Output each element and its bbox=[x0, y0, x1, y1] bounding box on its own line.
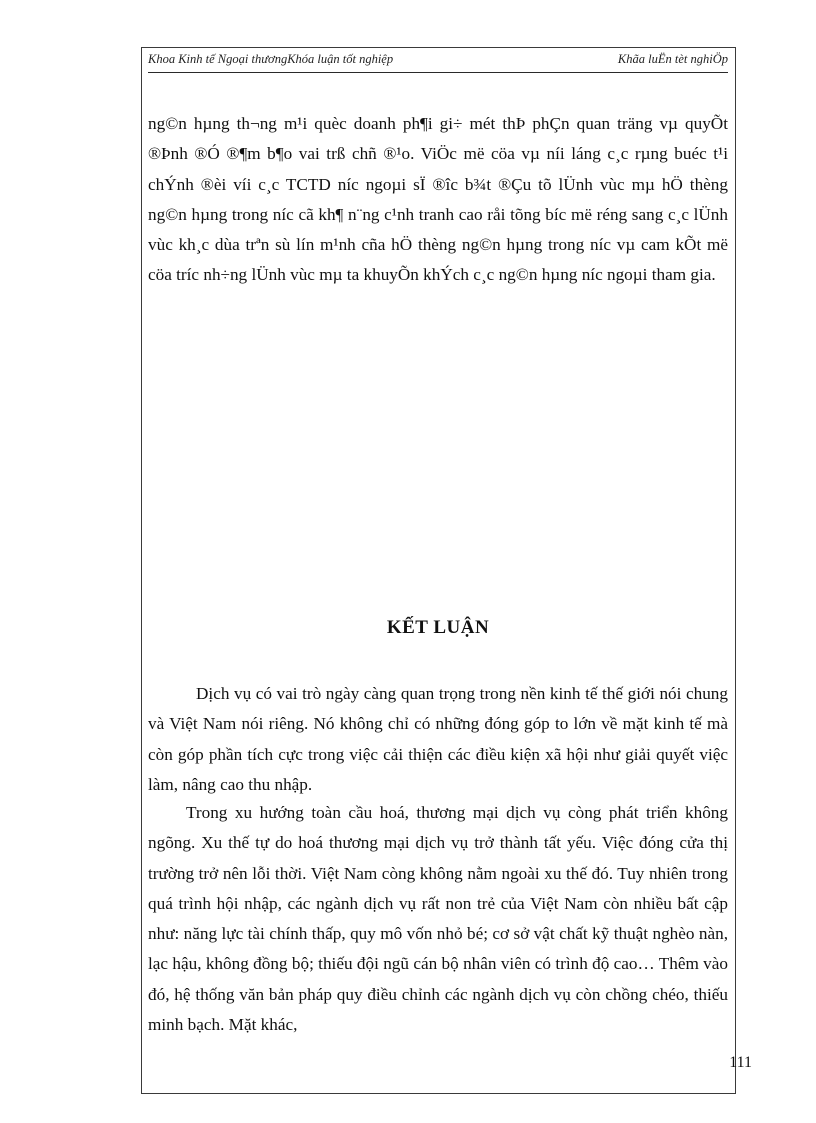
page-number: 111 bbox=[729, 1054, 752, 1071]
page-header bbox=[148, 52, 728, 70]
header-left-text: Khoa Kinh tế Ngoại thươngKhóa luận tốt nghiệp bbox=[148, 52, 394, 66]
header-right-text: Khãa luËn tèt nghiÖp bbox=[617, 52, 728, 66]
body-paragraph-2: Trong xu hướng toàn cầu hoá, thương mại dịch vụ còng phát triển không ngõng. Xu thế tự do hoá thương mại dịch vụ trở thành tất yếu. Việc đóng cửa thị trường trở nên lỗi thời. Việt Nam còng không nằm ngoài xu thế đó. Tuy nhiên trong quá trình hội nhập, các ngành dịch vụ rất non trẻ của Việt Nam còn nhiều bất cập như: năng lực tài chính thấp, quy mô vốn nhỏ bé; cơ sở vật chất kỹ thuật nghèo nàn, lạc hậu, không đồng bộ; thiếu đội ngũ cán bộ nhân viên có trình độ cao… Thêm vào đó, hệ thống văn bản pháp quy điều chỉnh các ngành dịch vụ còn chồng chéo, thiếu minh bạch. Mặt khác, bbox=[148, 803, 728, 1035]
body-paragraph-1: Dịch vụ có vai trò ngày càng quan trọng trong nền kinh tế thế giới nói chung và Việt Nam nói riêng. Nó không chỉ có những đóng góp to lớn về mặt kinh tế mà còn góp phần tích cực trong việc cải thiện các điều kiện xã hội như giải quyết việc làm, nâng cao thu nhập. bbox=[148, 684, 728, 794]
body-paragraph-encoded: ng©n hµng th¬ng m¹i quèc doanh ph¶i gi÷ mét thÞ phÇn quan träng vµ quyÕt ®Þnh ®Ó ®¶m b¶o vai trß chñ ®¹o. ViÖc më cöa vµ níi láng c¸c rµng buéc t¹i chÝnh ®èi víi c¸c TCTD níc ngoµi sÏ ®îc b¾t ®Çu tõ lÜnh vùc mµ hÖ thèng ng©n hµng trong níc cã kh¶ n¨ng c¹nh tranh cao råi tõng bíc më réng sang c¸c lÜnh vùc kh¸c dùa trªn sù lín m¹nh cña hÖ thèng ng©n hµng trong níc vµ cam kÕt më cöa tríc nh÷ng lÜnh vùc mµ ta khuyÕn khÝch c¸c ng©n hµng níc ngoµi tham gia. bbox=[148, 114, 728, 285]
header-rule bbox=[148, 72, 728, 73]
section-title: KẾT LUẬN bbox=[386, 617, 490, 638]
